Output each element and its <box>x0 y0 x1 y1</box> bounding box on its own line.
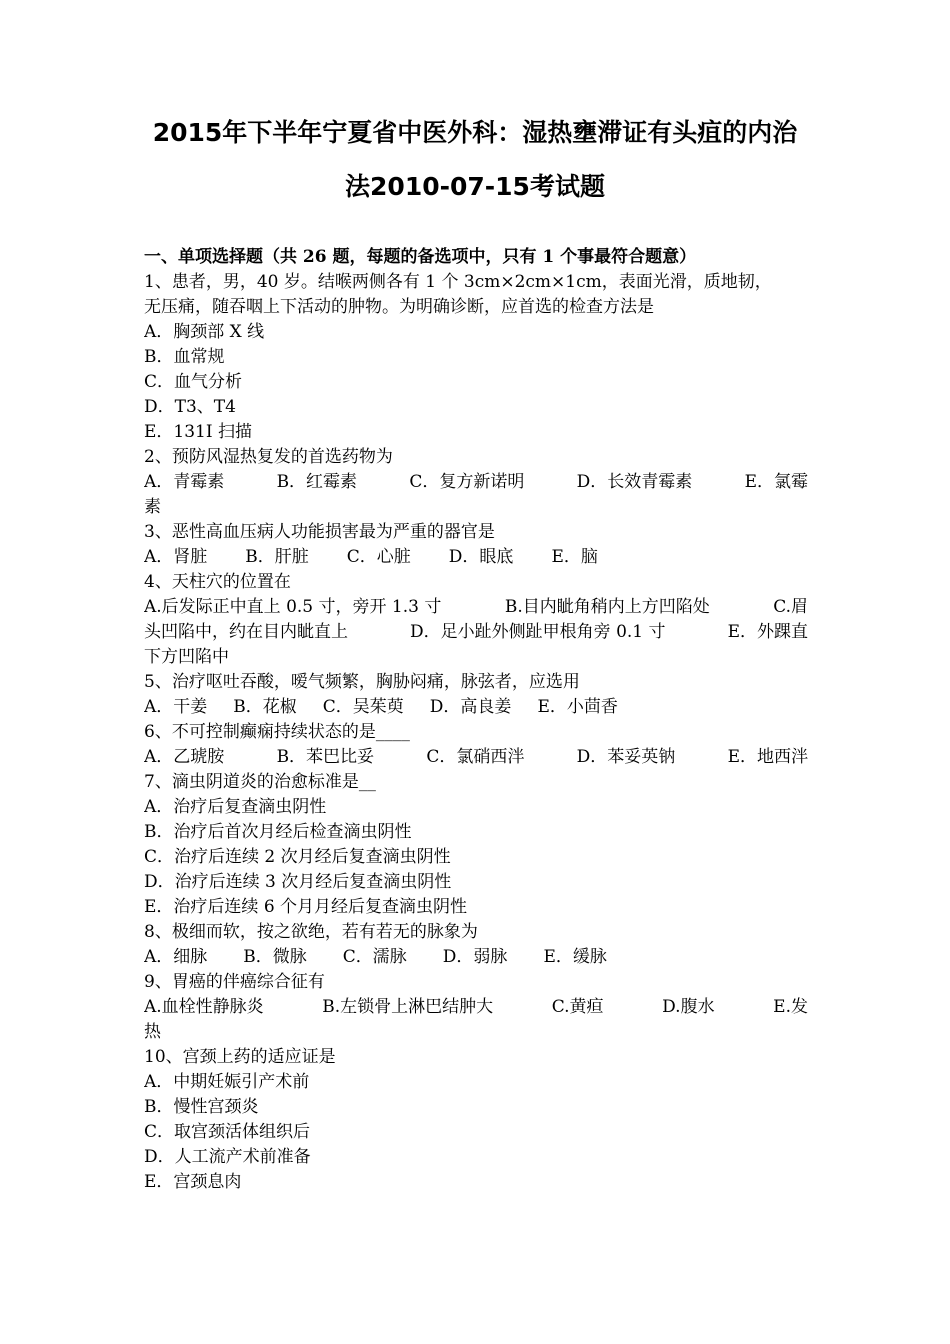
option-d: D．苯妥英钠 <box>576 747 676 767</box>
option-b: B．肝脏 <box>245 547 309 567</box>
option-c: C．血气分析 <box>144 372 243 392</box>
option-b: B.目内眦角稍内上方凹陷处 <box>504 597 710 617</box>
option-b: B.左锁骨上淋巴结肿大 <box>322 997 494 1017</box>
option-row <box>144 595 808 620</box>
option-a: A．中期妊娠引产术前 <box>144 1072 310 1092</box>
option-c: C．氯硝西泮 <box>426 747 525 767</box>
option-e: E．氯霉 <box>744 472 808 492</box>
option-c: C．取宫颈活体组织后 <box>144 1122 311 1142</box>
option-e: E．地西泮 <box>727 747 808 767</box>
option-b: B．花椒 <box>233 697 297 717</box>
question-2 <box>144 445 808 520</box>
option-a: A.后发际正中直上 0.5 寸，旁开 1.3 寸 <box>144 597 442 617</box>
question-1 <box>144 270 808 445</box>
question-8 <box>144 920 808 970</box>
option-b: B．微脉 <box>243 947 307 967</box>
question-stem: 10、宫颈上药的适应证是 <box>144 1047 336 1067</box>
option-a: A．乙琥胺 <box>144 747 225 767</box>
option-a: A．干姜 <box>144 697 208 717</box>
question-4 <box>144 570 808 670</box>
option-e: E．宫颈息肉 <box>144 1172 242 1192</box>
question-stem: 1、患者，男，40 岁。结喉两侧各有 1 个 3cm×2cm×1cm，表面光滑，质地韧， <box>144 272 772 292</box>
option-row <box>144 545 808 570</box>
option-c: C.黄疸 <box>551 997 604 1017</box>
option-a: A．肾脏 <box>144 547 208 567</box>
question-5 <box>144 670 808 720</box>
option-e: E．治疗后连续 6 个月月经后复查滴虫阴性 <box>144 897 468 917</box>
option-continuation: 热 <box>144 1022 161 1042</box>
question-10 <box>144 1045 808 1195</box>
option-row <box>144 695 808 720</box>
option-e: E．缓脉 <box>543 947 607 967</box>
option-e: E.发 <box>773 997 808 1017</box>
question-stem: 9、胃癌的伴癌综合征有 <box>144 972 325 992</box>
option-continuation: 下方凹陷中 <box>144 647 229 667</box>
option-c: C．心脏 <box>346 547 411 567</box>
option-row <box>144 470 808 495</box>
question-list <box>144 245 808 1195</box>
option-d: D．眼底 <box>448 547 514 567</box>
option-row <box>144 745 808 770</box>
option-b: B．治疗后首次月经后检查滴虫阴性 <box>144 822 412 842</box>
option-a: A．细脉 <box>144 947 208 967</box>
question-stem: 2、预防风湿热复发的首选药物为 <box>144 447 393 467</box>
option-d: D．足小趾外侧趾甲根角旁 0.1 寸 <box>410 622 666 642</box>
option-b: B．慢性宫颈炎 <box>144 1097 259 1117</box>
option-a: A．胸颈部 X 线 <box>144 322 265 342</box>
option-row <box>144 945 808 970</box>
section-header: 一、单项选择题（共 26 题，每题的备选项中，只有 1 个事最符合题意） <box>144 247 697 267</box>
question-stem: 4、天柱穴的位置在 <box>144 572 291 592</box>
option-continuation: 素 <box>144 497 161 517</box>
option-b: B．血常规 <box>144 347 225 367</box>
option-row <box>144 620 808 645</box>
question-3 <box>144 520 808 570</box>
option-e: E．小茴香 <box>537 697 618 717</box>
option-d: D．治疗后连续 3 次月经后复查滴虫阴性 <box>144 872 452 892</box>
question-stem: 6、不可控制癫痫持续状态的是____ <box>144 722 410 742</box>
option-a: A．青霉素 <box>144 472 225 492</box>
option-c: C.眉 <box>773 597 808 617</box>
option-e: E．脑 <box>551 547 598 567</box>
option-d: D．T3、T4 <box>144 397 236 417</box>
option-e: E．131I 扫描 <box>144 422 252 442</box>
option-d: D．长效青霉素 <box>576 472 693 492</box>
option-c: C．濡脉 <box>342 947 407 967</box>
page-title-line-2: 法2010-07-15考试题 <box>345 172 605 201</box>
option-d: D．高良姜 <box>429 697 512 717</box>
question-stem: 7、滴虫阴道炎的治愈标准是__ <box>144 772 376 792</box>
option-d: D.腹水 <box>662 997 715 1017</box>
option-c: C．吴茱萸 <box>322 697 404 717</box>
option-d: D．弱脉 <box>442 947 508 967</box>
question-stem: 8、极细而软，按之欲绝，若有若无的脉象为 <box>144 922 478 942</box>
question-7 <box>144 770 808 920</box>
option-row <box>144 995 808 1020</box>
question-stem: 5、治疗呕吐吞酸，嗳气频繁，胸胁闷痛，脉弦者，应选用 <box>144 672 580 692</box>
question-stem: 3、恶性高血压病人功能损害最为严重的器官是 <box>144 522 495 542</box>
question-6 <box>144 720 808 770</box>
option-a: A．治疗后复查滴虫阴性 <box>144 797 327 817</box>
question-stem: 无压痛，随吞咽上下活动的肿物。为明确诊断，应首选的检查方法是 <box>144 297 654 317</box>
option-b: B．苯巴比妥 <box>276 747 375 767</box>
option-a: A.血栓性静脉炎 <box>144 997 264 1017</box>
page-title-line-1: 2015年下半年宁夏省中医外科：湿热壅滞证有头疽的内治 <box>152 118 798 147</box>
option-d: D．人工流产术前准备 <box>144 1147 311 1167</box>
option-c: C．复方新诺明 <box>409 472 525 492</box>
option-c-continued: 头凹陷中，约在目内眦直上 <box>144 622 348 642</box>
option-b: B．红霉素 <box>276 472 358 492</box>
option-e: E．外踝直 <box>727 622 808 642</box>
option-c: C．治疗后连续 2 次月经后复查滴虫阴性 <box>144 847 451 867</box>
question-9 <box>144 970 808 1045</box>
